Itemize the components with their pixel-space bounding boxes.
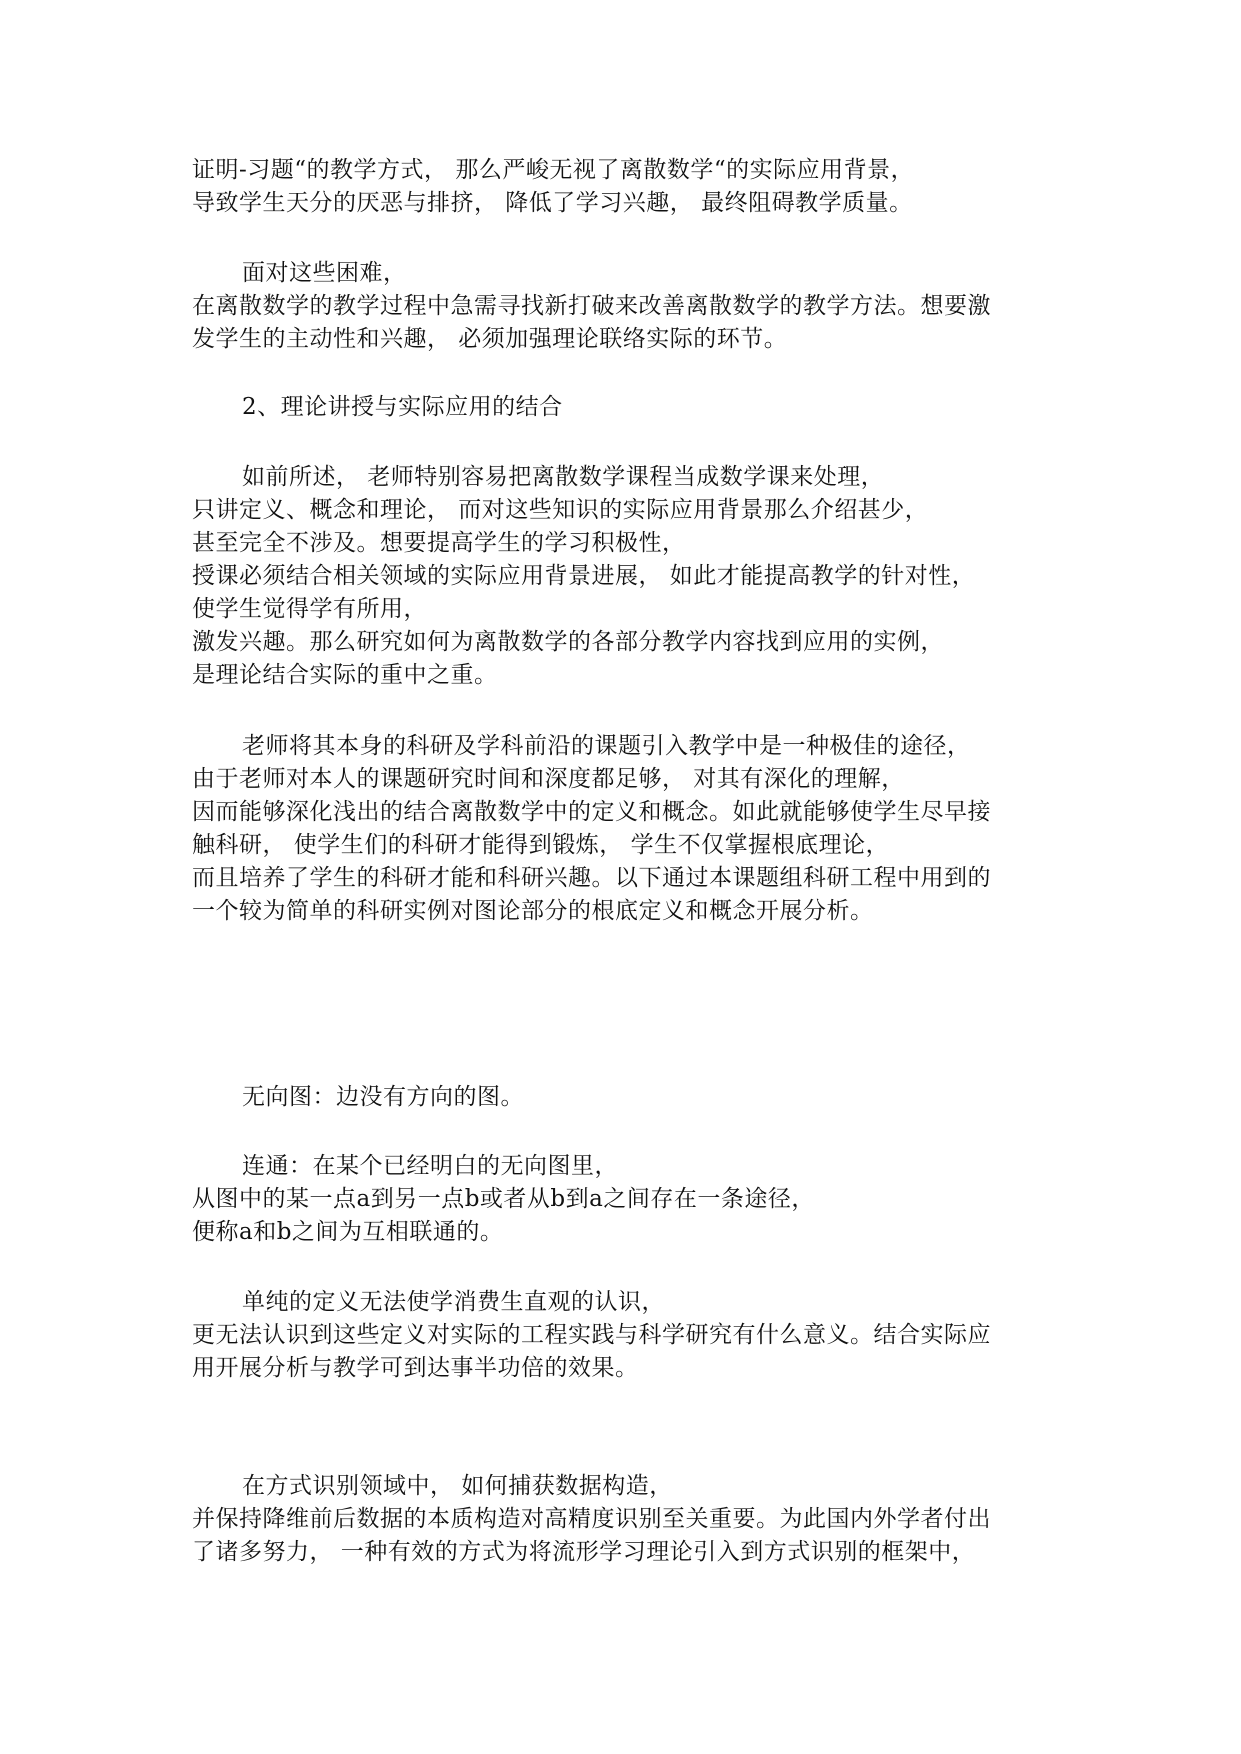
paragraph-4-line-6: 激发兴趣。那么研究如何为离散数学的各部分教学内容找到应用的实例， (192, 629, 944, 655)
paragraph-4-line-4: 授课必须结合相关领域的实际应用背景进展， 如此才能提高教学的针对性， (192, 563, 976, 589)
paragraph-8-line-3: 用开展分析与教学可到达事半功倍的效果。 (192, 1355, 639, 1381)
paragraph-4-line-5: 使学生觉得学有所用， (192, 596, 427, 622)
paragraph-2-line-2: 在离散数学的教学过程中急需寻找新打破来改善离散数学的教学方法。想要激 (192, 293, 991, 319)
paragraph-5-line-5: 而且培养了学生的科研才能和科研兴趣。以下通过本课题组科研工程中用到的 (192, 865, 991, 891)
paragraph-5-line-6: 一个较为简单的科研实例对图论部分的根底定义和概念开展分析。 (192, 898, 874, 924)
paragraph-4-line-1: 如前所述， 老师特别容易把离散数学课程当成数学课来处理， (242, 464, 885, 490)
section-heading: 2、理论讲授与实际应用的结合 (242, 394, 563, 420)
paragraph-5-line-4: 触科研， 使学生们的科研才能得到锻炼， 学生不仅掌握根底理论， (192, 832, 890, 858)
paragraph-9-line-1: 在方式识别领域中， 如何捕获数据构造， (242, 1473, 673, 1499)
paragraph-4-line-3: 甚至完全不涉及。想要提高学生的学习积极性， (192, 530, 686, 556)
paragraph-4-line-2: 只讲定义、概念和理论， 而对这些知识的实际应用背景那么介绍甚少， (192, 497, 929, 523)
definition-connected-line-2: 从图中的某一点a到另一点b或者从b到a之间存在一条途径， (192, 1186, 815, 1212)
paragraph-1-line-2: 导致学生天分的厌恶与排挤， 降低了学习兴趣， 最终阻碍教学质量。 (192, 190, 913, 216)
definition-connected-line-1: 连通：在某个已经明白的无向图里， (242, 1153, 618, 1179)
paragraph-8-line-1: 单纯的定义无法使学消费生直观的认识， (242, 1289, 665, 1315)
paragraph-2-line-3: 发学生的主动性和兴趣， 必须加强理论联络实际的环节。 (192, 326, 788, 352)
paragraph-5-line-1: 老师将其本身的科研及学科前沿的课题引入教学中是一种极佳的途径， (242, 733, 971, 759)
paragraph-5-line-3: 因而能够深化浅出的结合离散数学中的定义和概念。如此就能够使学生尽早接 (192, 799, 991, 825)
paragraph-2-line-1: 面对这些困难， (242, 260, 407, 286)
definition-undirected-graph: 无向图：边没有方向的图。 (242, 1084, 524, 1110)
definition-connected-line-3: 便称a和b之间为互相联通的。 (192, 1219, 504, 1245)
paragraph-5-line-2: 由于老师对本人的课题研究时间和深度都足够， 对其有深化的理解， (192, 766, 905, 792)
paragraph-9-line-3: 了诸多努力， 一种有效的方式为将流形学习理论引入到方式识别的框架中， (192, 1539, 976, 1565)
paragraph-9-line-2: 并保持降维前后数据的本质构造对高精度识别至关重要。为此国内外学者付出 (192, 1506, 991, 1532)
paragraph-4-line-7: 是理论结合实际的重中之重。 (192, 662, 498, 688)
paragraph-1-line-1: 证明-习题“的教学方式， 那么严峻无视了离散数学“的实际应用背景， (192, 157, 915, 183)
paragraph-8-line-2: 更无法认识到这些定义对实际的工程实践与科学研究有什么意义。结合实际应 (192, 1322, 991, 1348)
